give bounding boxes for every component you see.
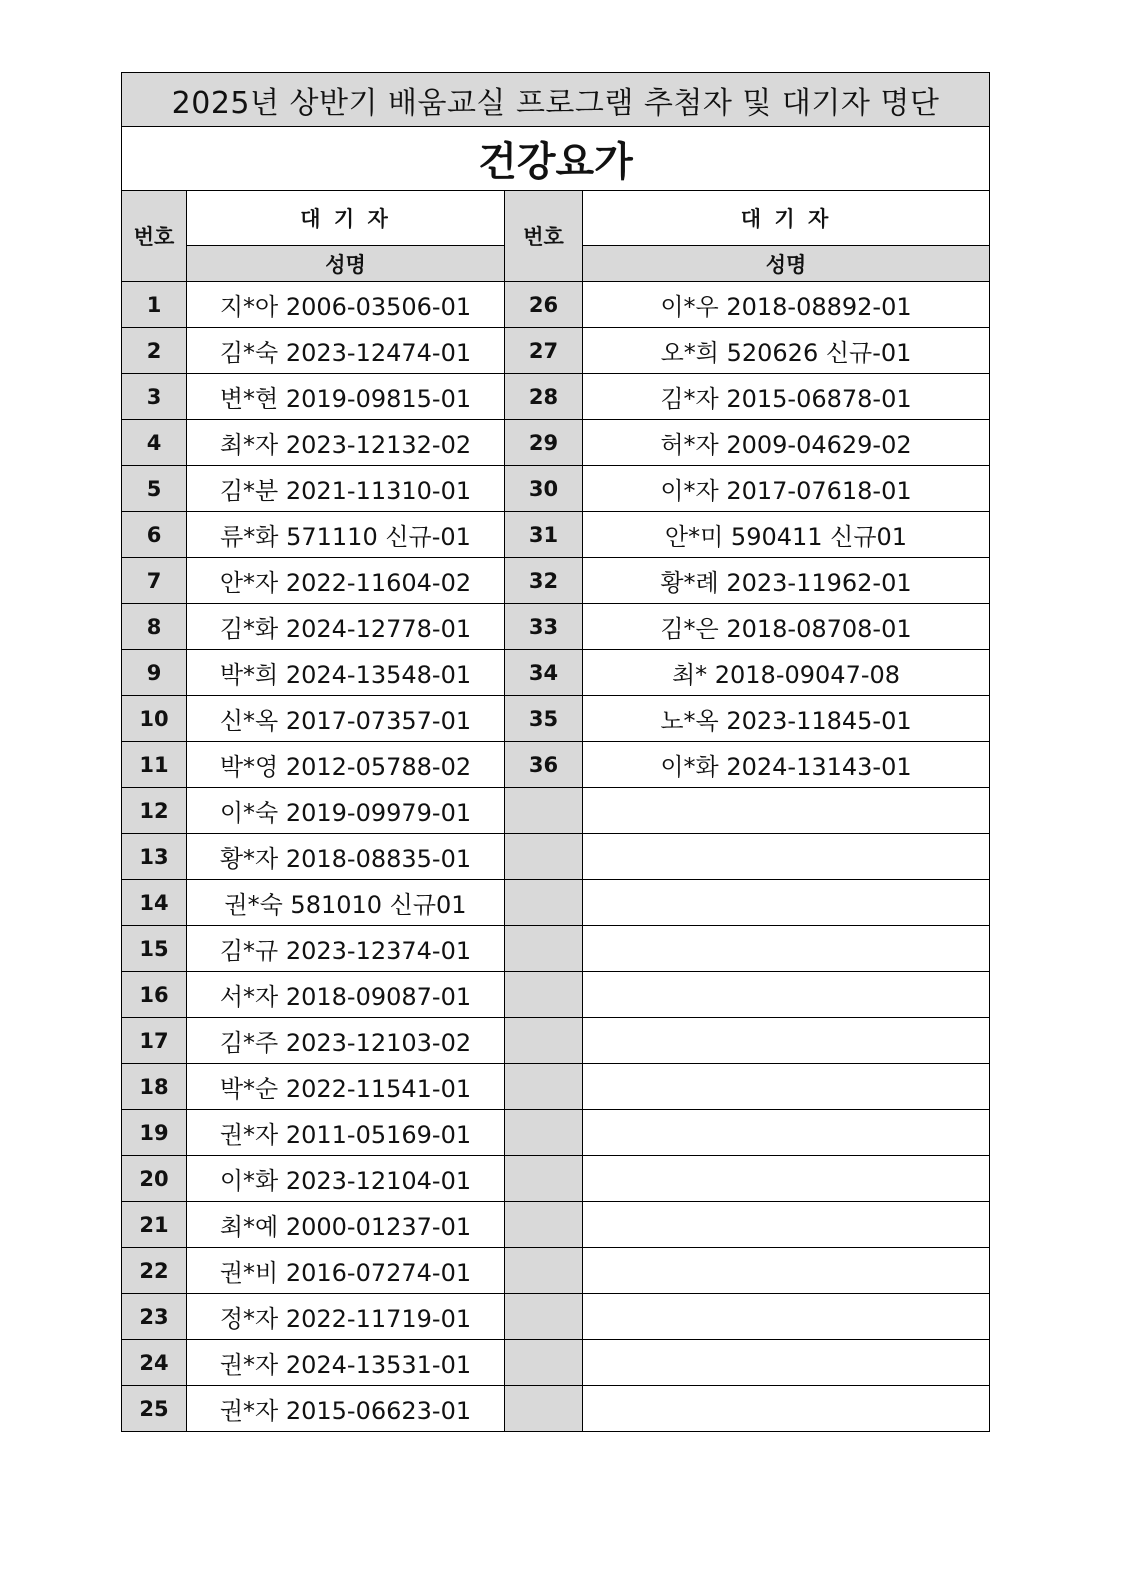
left-number-cell: 22: [122, 1248, 187, 1294]
right-number-cell: 28: [505, 374, 583, 420]
right-name-cell: 이*우 2018-08892-01: [583, 282, 990, 328]
left-number-cell: 4: [122, 420, 187, 466]
right-name-cell: 이*화 2024-13143-01: [583, 742, 990, 788]
table-row: [122, 742, 990, 788]
right-name-cell: 황*례 2023-11962-01: [583, 558, 990, 604]
right-number-cell: [505, 1248, 583, 1294]
left-number-cell: 5: [122, 466, 187, 512]
left-number-cell: 17: [122, 1018, 187, 1064]
left-number-cell: 16: [122, 972, 187, 1018]
table-row: [122, 374, 990, 420]
left-name-cell: 류*화 571110 신규-01: [187, 512, 505, 558]
right-number-cell: [505, 1156, 583, 1202]
left-name-cell: 정*자 2022-11719-01: [187, 1294, 505, 1340]
left-number-cell: 21: [122, 1202, 187, 1248]
right-number-cell: [505, 1294, 583, 1340]
right-name-cell: [583, 1156, 990, 1202]
right-number-cell: [505, 1018, 583, 1064]
right-number-cell: [505, 1340, 583, 1386]
table-row: [122, 1156, 990, 1202]
left-name-cell: 황*자 2018-08835-01: [187, 834, 505, 880]
right-number-cell: [505, 1110, 583, 1156]
right-number-header: 번호: [505, 191, 583, 282]
table-row: [122, 420, 990, 466]
right-name-cell: 허*자 2009-04629-02: [583, 420, 990, 466]
right-number-cell: 27: [505, 328, 583, 374]
table-row: [122, 696, 990, 742]
right-name-cell: [583, 926, 990, 972]
table-row: [122, 558, 990, 604]
left-name-cell: 이*화 2023-12104-01: [187, 1156, 505, 1202]
left-waitlist-header: 대 기 자: [187, 191, 505, 246]
right-name-cell: [583, 1018, 990, 1064]
left-number-cell: 1: [122, 282, 187, 328]
right-name-cell: [583, 1064, 990, 1110]
table-row: [122, 834, 990, 880]
table-row: [122, 512, 990, 558]
document-title: 2025년 상반기 배움교실 프로그램 추첨자 및 대기자 명단: [122, 73, 990, 127]
right-waitlist-header: 대 기 자: [583, 191, 990, 246]
left-name-cell: 서*자 2018-09087-01: [187, 972, 505, 1018]
left-name-cell: 권*비 2016-07274-01: [187, 1248, 505, 1294]
right-name-cell: [583, 880, 990, 926]
left-number-cell: 12: [122, 788, 187, 834]
left-number-cell: 15: [122, 926, 187, 972]
left-number-cell: 9: [122, 650, 187, 696]
left-number-header: 번호: [122, 191, 187, 282]
table-row: [122, 926, 990, 972]
right-name-cell: 노*옥 2023-11845-01: [583, 696, 990, 742]
left-name-cell: 최*자 2023-12132-02: [187, 420, 505, 466]
right-name-cell: [583, 972, 990, 1018]
right-name-header: 성명: [583, 246, 990, 282]
left-name-cell: 이*숙 2019-09979-01: [187, 788, 505, 834]
right-name-cell: 김*은 2018-08708-01: [583, 604, 990, 650]
left-name-cell: 안*자 2022-11604-02: [187, 558, 505, 604]
right-number-cell: 34: [505, 650, 583, 696]
left-number-cell: 2: [122, 328, 187, 374]
table-row: [122, 1294, 990, 1340]
right-name-cell: 이*자 2017-07618-01: [583, 466, 990, 512]
right-number-cell: [505, 834, 583, 880]
waitlist-table: [121, 72, 990, 1432]
table-row: [122, 604, 990, 650]
table-row: [122, 1018, 990, 1064]
left-number-cell: 23: [122, 1294, 187, 1340]
table-row: [122, 1340, 990, 1386]
left-name-cell: 김*규 2023-12374-01: [187, 926, 505, 972]
left-number-cell: 14: [122, 880, 187, 926]
right-number-cell: 36: [505, 742, 583, 788]
table-row: [122, 466, 990, 512]
left-name-cell: 박*희 2024-13548-01: [187, 650, 505, 696]
right-number-cell: [505, 880, 583, 926]
right-number-cell: 35: [505, 696, 583, 742]
right-number-cell: 33: [505, 604, 583, 650]
right-name-cell: 김*자 2015-06878-01: [583, 374, 990, 420]
left-number-cell: 20: [122, 1156, 187, 1202]
table-row: [122, 1248, 990, 1294]
left-number-cell: 10: [122, 696, 187, 742]
right-number-cell: [505, 1386, 583, 1432]
left-name-cell: 김*주 2023-12103-02: [187, 1018, 505, 1064]
left-name-cell: 권*숙 581010 신규01: [187, 880, 505, 926]
left-name-cell: 권*자 2024-13531-01: [187, 1340, 505, 1386]
right-name-cell: [583, 1110, 990, 1156]
right-number-cell: [505, 1202, 583, 1248]
right-number-cell: [505, 972, 583, 1018]
left-name-cell: 김*숙 2023-12474-01: [187, 328, 505, 374]
right-name-cell: [583, 1248, 990, 1294]
right-name-cell: [583, 834, 990, 880]
left-number-cell: 19: [122, 1110, 187, 1156]
right-name-cell: [583, 1386, 990, 1432]
left-number-cell: 24: [122, 1340, 187, 1386]
roster-sheet: [121, 72, 989, 1432]
table-row: [122, 880, 990, 926]
left-name-cell: 박*영 2012-05788-02: [187, 742, 505, 788]
left-number-cell: 13: [122, 834, 187, 880]
left-number-cell: 11: [122, 742, 187, 788]
left-number-cell: 7: [122, 558, 187, 604]
right-number-cell: 30: [505, 466, 583, 512]
left-name-cell: 권*자 2011-05169-01: [187, 1110, 505, 1156]
title-row: [122, 73, 990, 127]
table-row: [122, 788, 990, 834]
right-name-cell: [583, 1202, 990, 1248]
left-name-cell: 신*옥 2017-07357-01: [187, 696, 505, 742]
left-number-cell: 8: [122, 604, 187, 650]
right-name-cell: [583, 1340, 990, 1386]
header-row-group: [122, 191, 990, 246]
left-number-cell: 25: [122, 1386, 187, 1432]
right-number-cell: [505, 926, 583, 972]
table-row: [122, 650, 990, 696]
left-name-cell: 변*현 2019-09815-01: [187, 374, 505, 420]
table-row: [122, 1202, 990, 1248]
right-number-cell: 26: [505, 282, 583, 328]
right-name-cell: 안*미 590411 신규01: [583, 512, 990, 558]
left-number-cell: 6: [122, 512, 187, 558]
left-number-cell: 3: [122, 374, 187, 420]
table-row: [122, 282, 990, 328]
table-row: [122, 328, 990, 374]
table-row: [122, 1110, 990, 1156]
right-number-cell: 32: [505, 558, 583, 604]
left-number-cell: 18: [122, 1064, 187, 1110]
table-row: [122, 1386, 990, 1432]
right-number-cell: 31: [505, 512, 583, 558]
left-name-cell: 최*예 2000-01237-01: [187, 1202, 505, 1248]
right-name-cell: [583, 788, 990, 834]
subtitle-row: [122, 127, 990, 191]
right-number-cell: [505, 1064, 583, 1110]
right-number-cell: [505, 788, 583, 834]
left-name-cell: 권*자 2015-06623-01: [187, 1386, 505, 1432]
program-name: 건강요가: [122, 127, 990, 191]
roster-body: [122, 282, 990, 1432]
left-name-header: 성명: [187, 246, 505, 282]
table-row: [122, 1064, 990, 1110]
right-number-cell: 29: [505, 420, 583, 466]
right-name-cell: 최* 2018-09047-08: [583, 650, 990, 696]
left-name-cell: 김*화 2024-12778-01: [187, 604, 505, 650]
right-name-cell: 오*희 520626 신규-01: [583, 328, 990, 374]
left-name-cell: 박*순 2022-11541-01: [187, 1064, 505, 1110]
left-name-cell: 김*분 2021-11310-01: [187, 466, 505, 512]
left-name-cell: 지*아 2006-03506-01: [187, 282, 505, 328]
right-name-cell: [583, 1294, 990, 1340]
table-row: [122, 972, 990, 1018]
